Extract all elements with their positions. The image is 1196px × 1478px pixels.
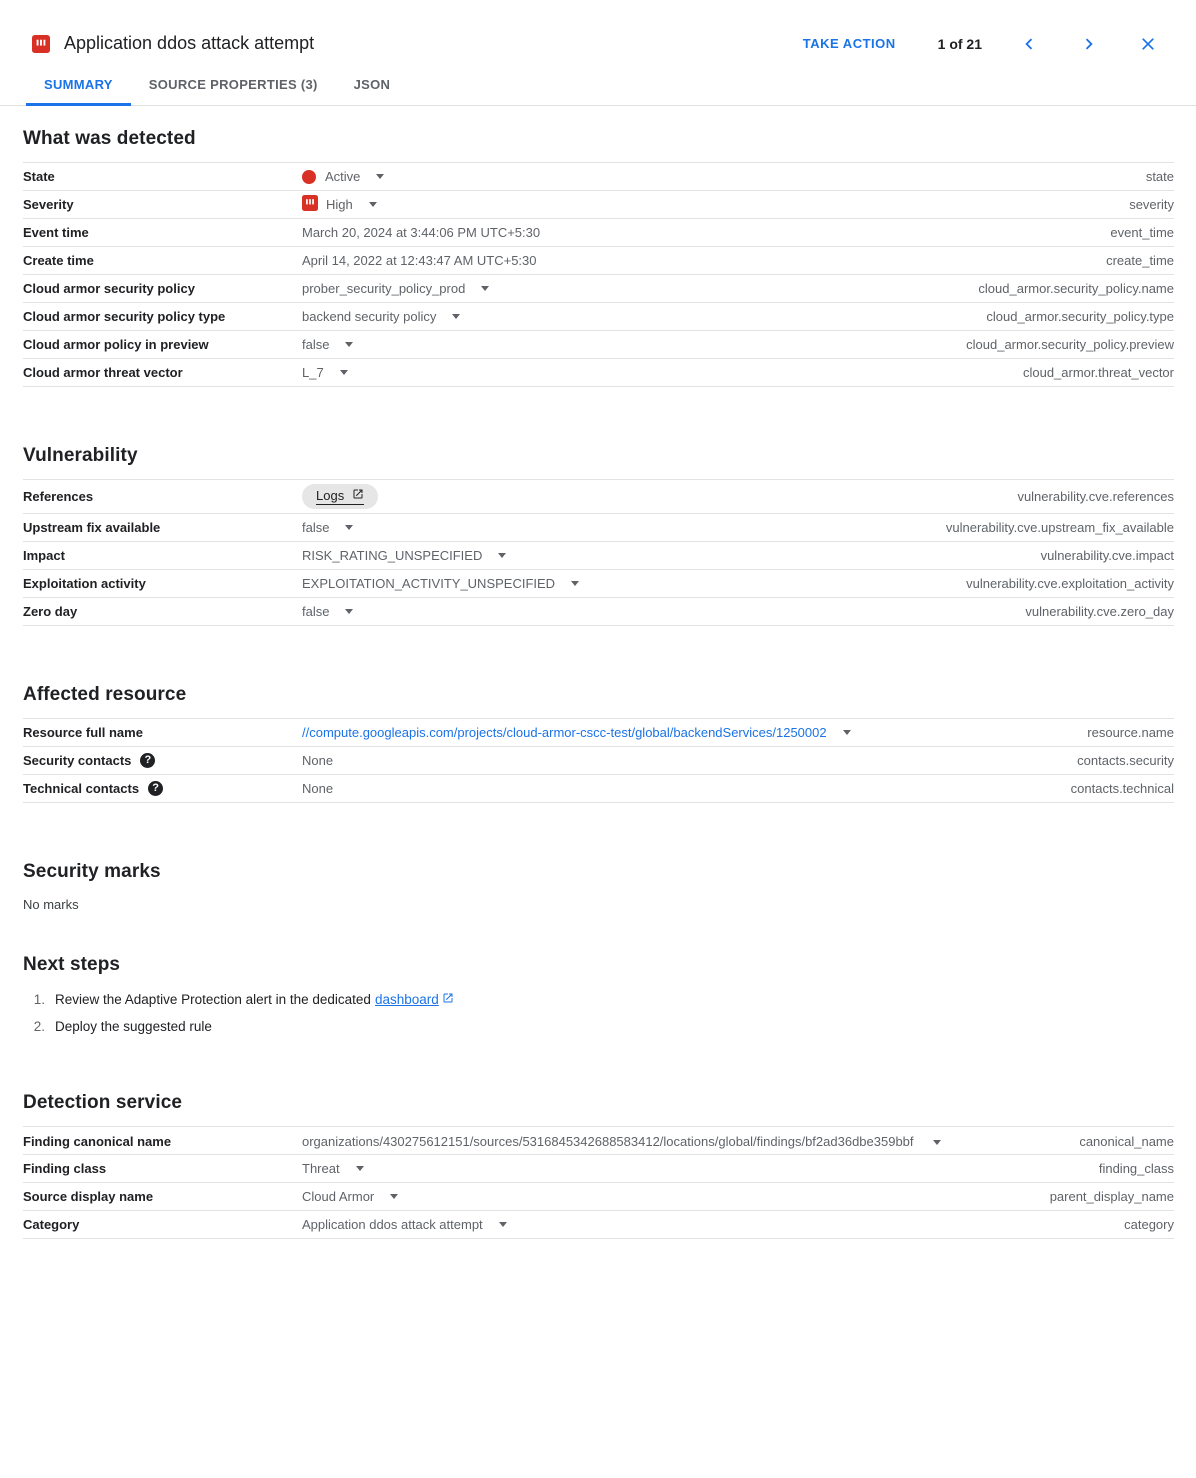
list-item <box>23 1019 1174 1034</box>
field-value-text: April 14, 2022 at 12:43:47 AM UTC+5:30 <box>302 253 537 268</box>
field-value <box>302 309 966 324</box>
table-row <box>23 330 1174 358</box>
table-row <box>23 1126 1174 1154</box>
field-label: Cloud armor threat vector <box>23 365 183 380</box>
value-dropdown-caret[interactable] <box>345 525 353 530</box>
field-label: Category <box>23 1217 80 1232</box>
field-value <box>302 1189 1030 1204</box>
field-value-text: prober_security_policy_prod <box>302 281 466 296</box>
field-key: contacts.technical <box>1070 781 1174 796</box>
field-label: State <box>23 169 55 184</box>
field-label: Cloud armor policy in preview <box>23 337 209 352</box>
close-icon <box>1138 34 1158 54</box>
field-label: Exploitation activity <box>23 576 146 591</box>
page-title: Application ddos attack attempt <box>64 33 315 53</box>
field-key: cloud_armor.security_policy.type <box>986 309 1174 324</box>
field-key: create_time <box>1106 253 1174 268</box>
field-value <box>302 365 1003 380</box>
section-title: Affected resource <box>23 684 187 705</box>
field-value <box>302 548 1021 563</box>
field-value-text: Threat <box>302 1161 340 1176</box>
field-label-text: Technical contacts <box>23 781 140 796</box>
field-value-text: RISK_RATING_UNSPECIFIED <box>302 548 483 563</box>
field-label: Impact <box>23 548 65 563</box>
tab-bar <box>0 67 1196 106</box>
field-value <box>302 753 1057 768</box>
field-value <box>302 1217 1104 1232</box>
field-value-text: Application ddos attack attempt <box>302 1217 483 1232</box>
field-label-text: Security contacts <box>23 753 132 768</box>
table-row <box>23 479 1174 513</box>
help-icon[interactable]: ? <box>140 753 155 768</box>
finding-header <box>0 0 1196 65</box>
value-dropdown-caret[interactable] <box>390 1194 398 1199</box>
field-value <box>302 781 1051 796</box>
field-key: vulnerability.cve.impact <box>1040 548 1174 563</box>
field-label: Resource full name <box>23 725 143 740</box>
field-label: Upstream fix available <box>23 520 161 535</box>
table-row <box>23 774 1174 802</box>
field-value <box>302 484 997 509</box>
section-detection-service <box>23 1092 1174 1239</box>
take-action-button[interactable]: TAKE ACTION <box>795 30 904 57</box>
step-text: Review the Adaptive Protection alert in the dedicated <box>55 992 371 1007</box>
list-item <box>23 992 1174 1007</box>
field-value <box>302 195 1109 214</box>
field-value <box>302 604 1005 619</box>
field-label: Cloud armor security policy type <box>23 309 226 324</box>
field-value-text: organizations/430275612151/sources/5316845342688583412/locations/global/findings/bf2ad36dbe359bbf <box>302 1134 914 1149</box>
field-value-text: March 20, 2024 at 3:44:06 PM UTC+5:30 <box>302 225 541 240</box>
field-key: state <box>1145 169 1174 184</box>
field-label <box>23 753 302 768</box>
value-dropdown-caret[interactable] <box>369 202 377 207</box>
table-row <box>23 358 1174 386</box>
table-row <box>23 246 1174 274</box>
value-dropdown-caret[interactable] <box>843 730 851 735</box>
tab-source-properties[interactable]: SOURCE PROPERTIES (3) <box>131 67 336 106</box>
field-value-text: None <box>302 753 334 768</box>
value-dropdown-caret[interactable] <box>340 370 348 375</box>
field-value-text: false <box>302 604 330 619</box>
tab-json[interactable]: JSON <box>336 67 409 106</box>
table-row <box>23 569 1174 597</box>
field-key: contacts.security <box>1077 753 1174 768</box>
field-key: cloud_armor.security_policy.preview <box>966 337 1174 352</box>
value-dropdown-caret[interactable] <box>481 286 489 291</box>
table-row <box>23 218 1174 246</box>
section-title: Detection service <box>23 1092 183 1113</box>
value-dropdown-caret[interactable] <box>452 314 460 319</box>
section-affected-resource <box>23 684 1174 803</box>
field-value-text: backend security policy <box>302 309 437 324</box>
tab-summary[interactable]: SUMMARY <box>26 67 131 106</box>
value-dropdown-caret[interactable] <box>571 581 579 586</box>
field-value-text: EXPLOITATION_ACTIVITY_UNSPECIFIED <box>302 576 556 591</box>
section-what-was-detected <box>23 128 1174 387</box>
field-value <box>302 725 1067 740</box>
field-value <box>302 1161 1079 1176</box>
field-value <box>302 169 1126 184</box>
step-number: 2. <box>33 1019 45 1034</box>
field-label: Finding class <box>23 1161 107 1176</box>
section-title: Security marks <box>23 861 161 882</box>
field-label: Finding canonical name <box>23 1134 172 1149</box>
table-row <box>23 541 1174 569</box>
header-actions <box>795 30 1160 57</box>
next-steps-list <box>23 992 1174 1034</box>
chevron-left-icon <box>1018 33 1040 55</box>
chevron-right-icon <box>1078 33 1100 55</box>
field-key: finding_class <box>1098 1161 1174 1176</box>
field-value <box>302 520 926 535</box>
field-label: Create time <box>23 253 94 268</box>
value-dropdown-caret[interactable] <box>345 342 353 347</box>
section-vulnerability <box>23 445 1174 626</box>
help-icon[interactable]: ? <box>148 781 163 796</box>
field-key: event_time <box>1110 225 1174 240</box>
value-dropdown-caret[interactable] <box>498 553 506 558</box>
value-dropdown-caret[interactable] <box>933 1140 941 1145</box>
previous-finding-button[interactable] <box>1016 31 1042 57</box>
section-next-steps <box>23 954 1174 1034</box>
field-key: parent_display_name <box>1049 1189 1174 1204</box>
value-dropdown-caret[interactable] <box>356 1166 364 1171</box>
field-label: Source display name <box>23 1189 154 1204</box>
field-value-text: false <box>302 520 330 535</box>
table-row <box>23 746 1174 774</box>
logs-chip[interactable] <box>302 484 378 509</box>
field-key: severity <box>1129 197 1174 212</box>
field-value <box>302 576 946 591</box>
value-dropdown-caret[interactable] <box>499 1222 507 1227</box>
close-panel-button[interactable] <box>1136 32 1160 56</box>
field-key: vulnerability.cve.upstream_fix_available <box>945 520 1174 535</box>
field-value <box>302 281 958 296</box>
field-key: vulnerability.cve.references <box>1017 489 1174 504</box>
external-link-icon <box>442 992 454 1007</box>
field-key: category <box>1124 1217 1174 1232</box>
severity-high-icon <box>32 35 50 53</box>
severity-high-icon <box>302 195 318 214</box>
field-key: vulnerability.cve.exploitation_activity <box>966 576 1174 591</box>
field-value-text: false <box>302 337 330 352</box>
section-security-marks <box>23 861 1174 912</box>
no-marks-text: No marks <box>23 897 79 912</box>
field-label: Event time <box>23 225 89 240</box>
external-link-icon <box>352 488 364 503</box>
field-value-text: High <box>326 197 353 212</box>
table-row <box>23 190 1174 218</box>
field-value <box>302 253 1086 268</box>
next-finding-button[interactable] <box>1076 31 1102 57</box>
table-row <box>23 1154 1174 1182</box>
value-dropdown-caret[interactable] <box>345 609 353 614</box>
dashboard-link[interactable]: dashboard <box>374 992 439 1007</box>
table-row <box>23 1210 1174 1238</box>
field-key: cloud_armor.security_policy.name <box>978 281 1174 296</box>
table-row <box>23 718 1174 746</box>
field-key: canonical_name <box>1079 1134 1174 1149</box>
field-value-text: L_7 <box>302 365 324 380</box>
section-title: Next steps <box>23 954 121 975</box>
active-state-icon <box>302 170 316 184</box>
table-row <box>23 513 1174 541</box>
field-label: References <box>23 489 94 504</box>
table-row <box>23 1182 1174 1210</box>
field-value <box>302 337 946 352</box>
field-value <box>302 1131 942 1149</box>
step-number: 1. <box>33 992 45 1007</box>
table-row <box>23 302 1174 330</box>
field-key: cloud_armor.threat_vector <box>1022 365 1174 380</box>
table-row <box>23 162 1174 190</box>
resource-full-name-link[interactable]: //compute.googleapis.com/projects/cloud-armor-cscc-test/global/backendServices/1250002 <box>302 725 827 740</box>
table-row <box>23 274 1174 302</box>
field-value-text: None <box>302 781 334 796</box>
logs-chip-label: Logs <box>316 488 345 503</box>
field-label: Cloud armor security policy <box>23 281 195 296</box>
value-dropdown-caret[interactable] <box>376 174 384 179</box>
pagination-counter: 1 of 21 <box>937 35 982 52</box>
field-value-text: Cloud Armor <box>302 1189 375 1204</box>
section-title: What was detected <box>23 128 196 149</box>
field-value-text: Active <box>325 169 361 184</box>
field-label: Severity <box>23 197 74 212</box>
field-key: vulnerability.cve.zero_day <box>1025 604 1174 619</box>
field-value <box>302 225 1090 240</box>
field-label: Zero day <box>23 604 78 619</box>
field-label <box>23 781 302 796</box>
field-key: resource.name <box>1087 725 1174 740</box>
step-text: Deploy the suggested rule <box>55 1019 212 1034</box>
table-row <box>23 597 1174 625</box>
section-title: Vulnerability <box>23 445 138 466</box>
